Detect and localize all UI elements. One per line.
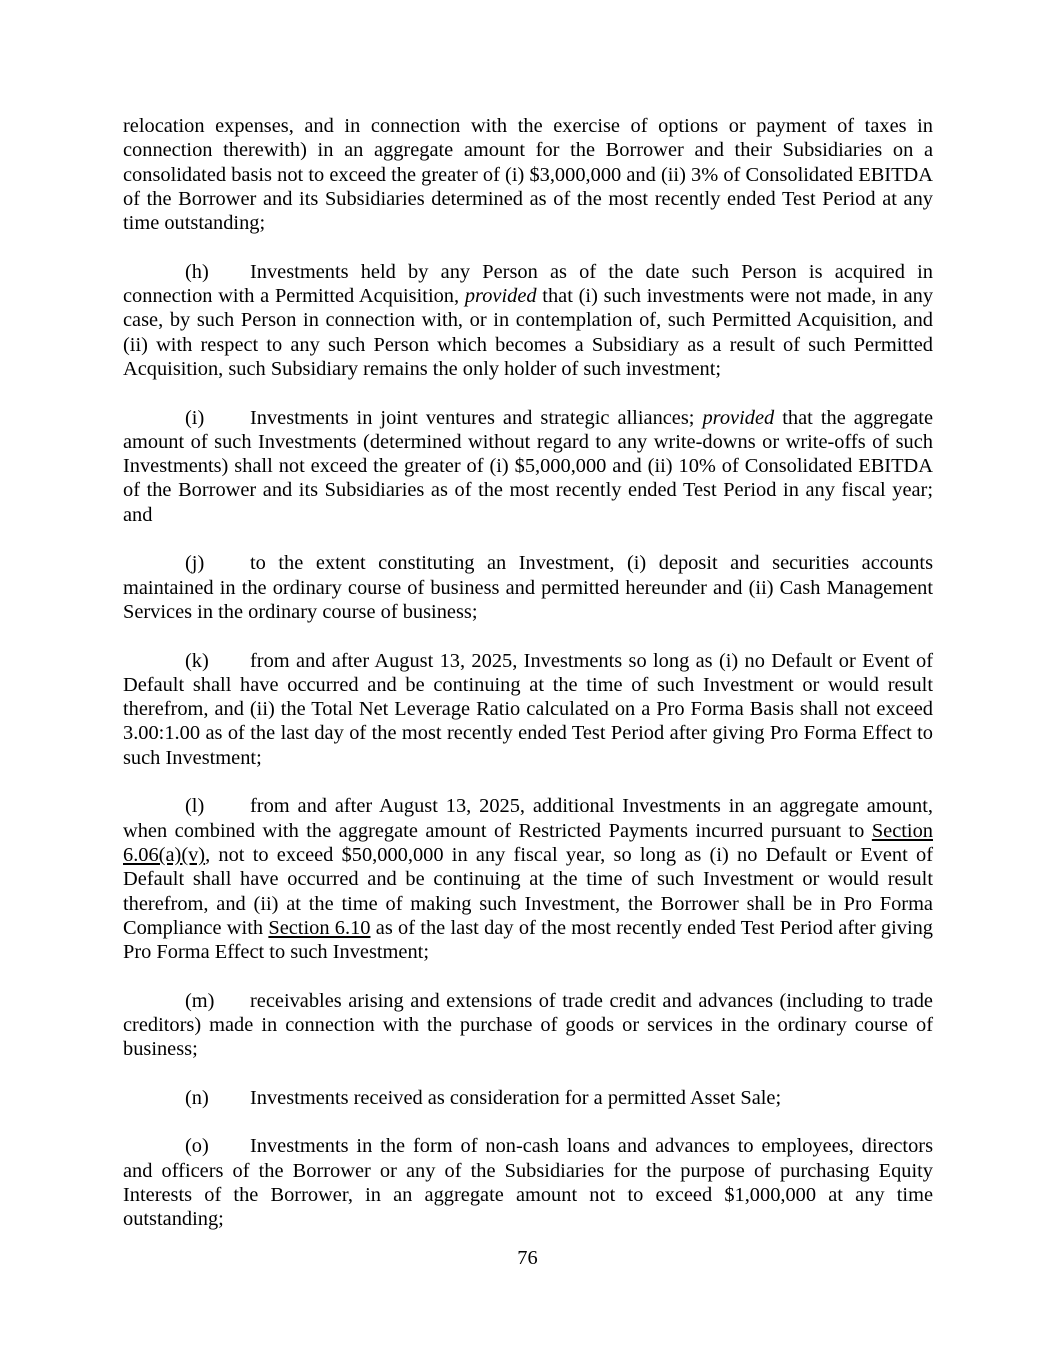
clause-label: (j) bbox=[185, 552, 205, 575]
text-segment: , not to exceed $50,000,000 in any fiscal year, so long as (i) no Default or Event of Default shall have occurred and be continuing at the time of such Investment or would result therefrom, and (ii) at the time of making such Investment, the Borrower shall be in Pro Forma Compliance with bbox=[123, 843, 933, 939]
text-segment: receivables arising and extensions of trade credit and advances (including to trade creditors) made in connection with the purchase of goods or services in the ordinary course of business; bbox=[123, 989, 933, 1061]
text-segment: that the aggregate amount of such Investments (determined without regard to any write-downs or write-offs of such Investments) shall not exceed the greater of (i) $5,000,000 and (ii) 10% of Consolidated EBITDA of the Borrower and its Subsidiaries as of the most recently ended Test Period in any fiscal year; and bbox=[123, 406, 933, 526]
text-segment: that (i) such investments were not made, in any case, by such Person in connection with, or in contemplation of, such Permitted Acquisition, and (ii) with respect to any such Person which becomes a Subsidiary as a result of such Permitted Acquisition, such Subsidiary remains the only holder of such investment; bbox=[123, 285, 934, 380]
clause-paragraph bbox=[123, 406, 933, 527]
text-segment: provided bbox=[464, 285, 537, 308]
text-segment: from and after August 13, 2025, Investments so long as (i) no Default or Event of Default shall have occurred and be continuing at the time of such Investment or would result therefrom, and (ii) the Total Net Leverage Ratio calculated on a Pro Forma Basis shall not exceed 3.00:1.00 as of the last day of the most recently ended Test Period after giving Pro Forma Effect to such Investment; bbox=[123, 649, 933, 769]
clause-label: (l) bbox=[185, 795, 205, 818]
text-segment: from and after August 13, 2025, additional Investments in an aggregate amount, when combined with the aggregate amount of Restricted Payments incurred pursuant to bbox=[123, 795, 933, 842]
document-body bbox=[123, 114, 933, 1256]
clause-paragraph bbox=[123, 1086, 933, 1110]
section-reference: Section 6.10 bbox=[268, 916, 371, 939]
text-segment: Investments in joint ventures and strategic alliances; bbox=[250, 406, 703, 429]
text-segment: to the extent constituting an Investment, (i) deposit and securities accounts maintained in the ordinary course of business and permitted hereunder and (ii) Cash Management Services in the ordinary course of business; bbox=[123, 552, 933, 623]
section-reference: Section 6.06(a)(v) bbox=[123, 819, 933, 866]
text-segment: provided bbox=[702, 406, 775, 429]
continuation-paragraph bbox=[123, 114, 933, 235]
clause-label: (o) bbox=[185, 1135, 209, 1158]
text-segment: Investments in the form of non-cash loans and advances to employees, directors and officers of the Borrower or any of the Subsidiaries for the purpose of purchasing Equity Interests of the Borrower, in an aggregate amount not to exceed $1,000,000 at any time outstanding; bbox=[123, 1135, 933, 1231]
text-segment: as of the last day of the most recently ended Test Period after giving Pro Forma Effect to such Investment; bbox=[123, 916, 934, 964]
clause-label: (i) bbox=[185, 406, 205, 429]
text-segment: Investments received as consideration for a permitted Asset Sale; bbox=[250, 1086, 782, 1109]
text-segment: Investments held by any Person as of the date such Person is acquired in connection with a Permitted Acquisition, bbox=[123, 260, 933, 308]
text-segment: relocation expenses, and in connection with the exercise of options or payment of taxes in connection therewith) in an aggregate amount for the Borrower and their Subsidiaries on a consolidated basis not to exceed the greater of (i) $3,000,000 and (ii) 3% of Consolidated EBITDA of the Borrower and its Subsidiaries determined as of the most recently ended Test Period at any time outstanding; bbox=[123, 115, 933, 235]
clause-label: (k) bbox=[185, 649, 209, 672]
clause-label: (h) bbox=[185, 260, 209, 283]
clause-label: (m) bbox=[185, 989, 215, 1012]
clause-paragraph bbox=[123, 1134, 933, 1231]
page-number: 76 bbox=[517, 1247, 538, 1269]
clause-paragraph bbox=[123, 260, 933, 381]
clause-paragraph bbox=[123, 794, 933, 964]
clause-paragraph bbox=[123, 989, 933, 1062]
clause-label: (n) bbox=[185, 1086, 209, 1109]
clause-paragraph bbox=[123, 649, 933, 770]
clause-paragraph bbox=[123, 551, 933, 624]
